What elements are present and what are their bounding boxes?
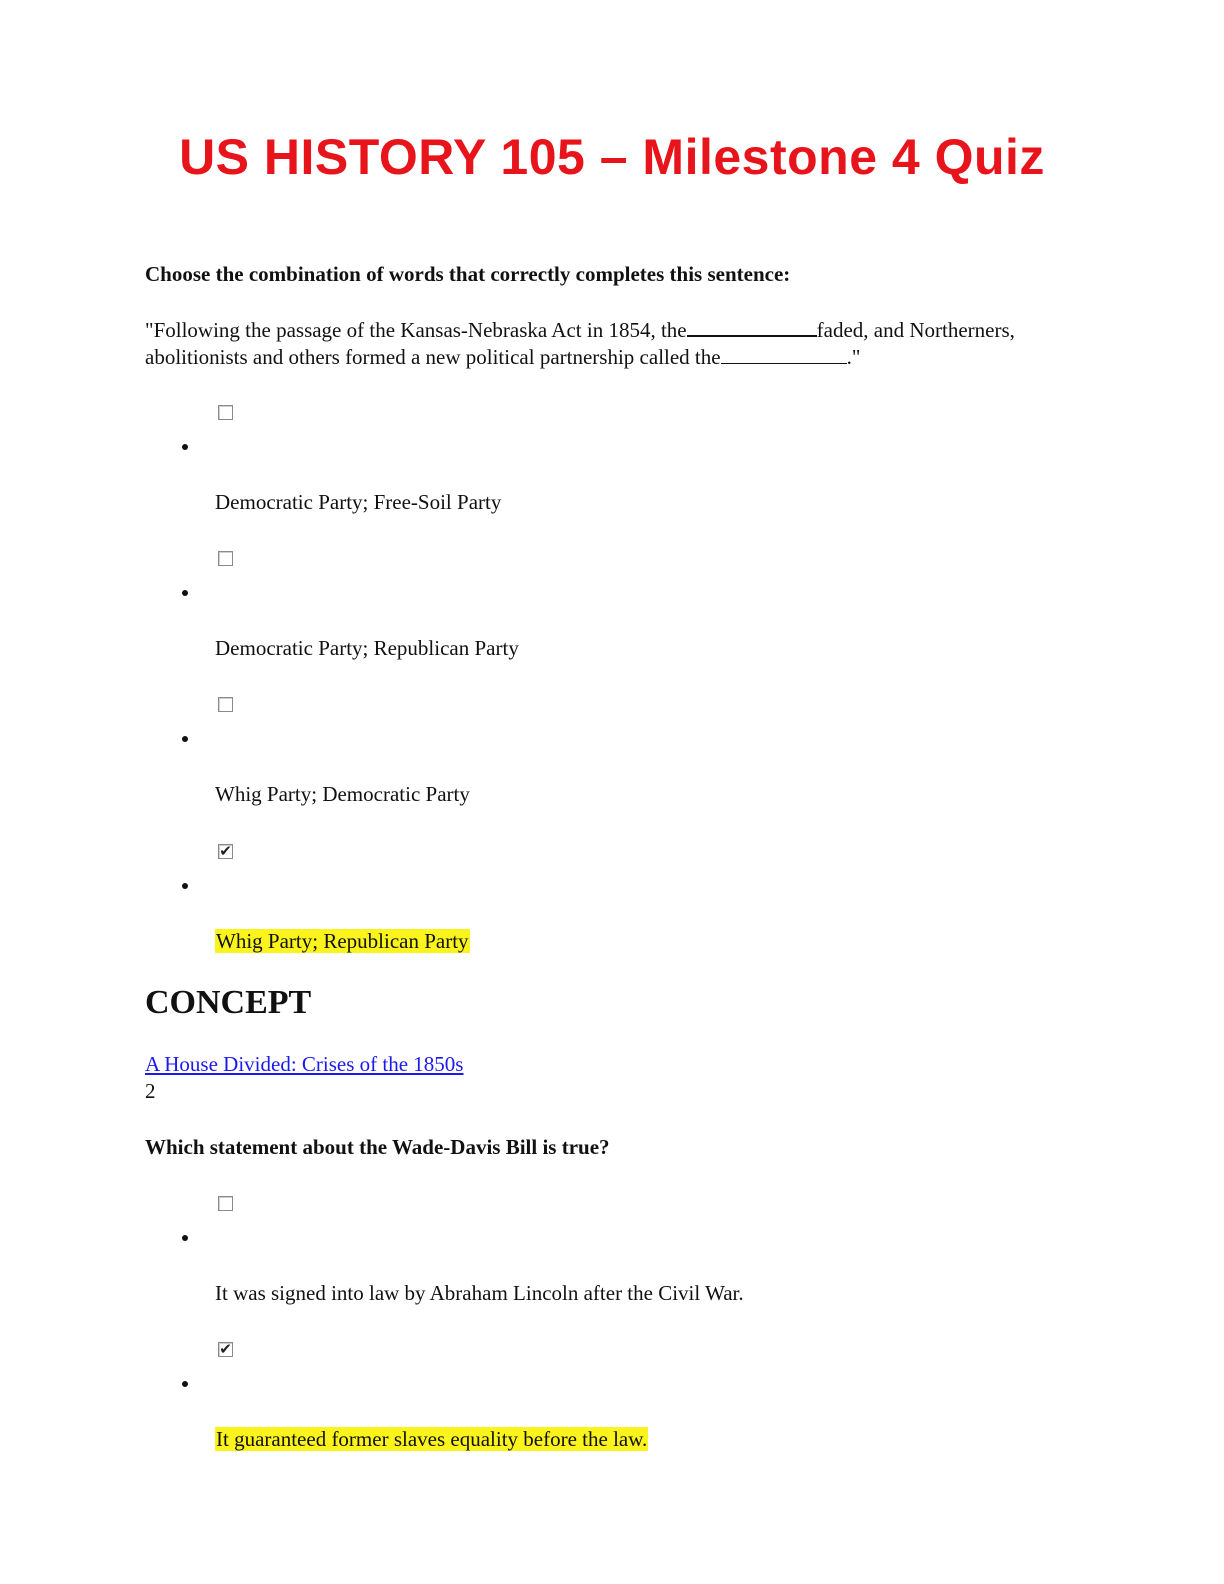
option-4-checkbox[interactable]: ✔: [219, 842, 232, 860]
option-3-checkbox[interactable]: [218, 697, 233, 712]
blank-1: [687, 317, 817, 337]
q2-option-1-checkbox[interactable]: [218, 1196, 233, 1211]
q2-option-2-bullet: [182, 1381, 188, 1387]
concept-heading: CONCEPT: [145, 984, 312, 1021]
page-title: US HISTORY 105 – Milestone 4 Quiz: [179, 129, 1045, 185]
option-1-checkbox[interactable]: [218, 405, 233, 420]
option-2-bullet: [182, 590, 188, 596]
q2-option-2-label: [215, 1427, 648, 1452]
concept-link[interactable]: A House Divided: Crises of the 1850s: [145, 1052, 464, 1076]
option-3-bullet: [182, 736, 188, 742]
question-1-text: [145, 317, 1095, 371]
option-4-bullet: [182, 883, 188, 889]
question-1-prompt: Choose the combination of words that correctly completes this sentence:: [145, 262, 791, 286]
blank-2: [721, 345, 847, 364]
question-1-text-part2: faded, and Northerners, abolitionists and others formed a new political partnership called the: [145, 318, 1015, 369]
question-1-text-part1: "Following the passage of the Kansas-Nebraska Act in 1854, the: [145, 318, 687, 342]
question-1-text-part3: .": [846, 345, 861, 369]
option-1-bullet: [182, 444, 188, 450]
selected-answer-highlight: Whig Party; Republican Party: [216, 929, 469, 953]
selected-answer-highlight: It guaranteed former slaves equality before the law.: [216, 1427, 648, 1451]
q2-option-2-checkbox[interactable]: ✔: [219, 1340, 232, 1358]
question-2-prompt: Which statement about the Wade-Davis Bill is true?: [145, 1135, 610, 1159]
option-2-label: Democratic Party; Republican Party: [215, 636, 519, 660]
q2-option-1-bullet: [182, 1235, 188, 1241]
q2-option-1-label: It was signed into law by Abraham Lincoln after the Civil War.: [215, 1281, 744, 1305]
option-4-label: [215, 929, 470, 954]
option-3-label: Whig Party; Democratic Party: [215, 782, 470, 806]
option-1-label: Democratic Party; Free-Soil Party: [215, 490, 502, 514]
option-2-checkbox[interactable]: [218, 551, 233, 566]
question-number: 2: [145, 1079, 156, 1103]
